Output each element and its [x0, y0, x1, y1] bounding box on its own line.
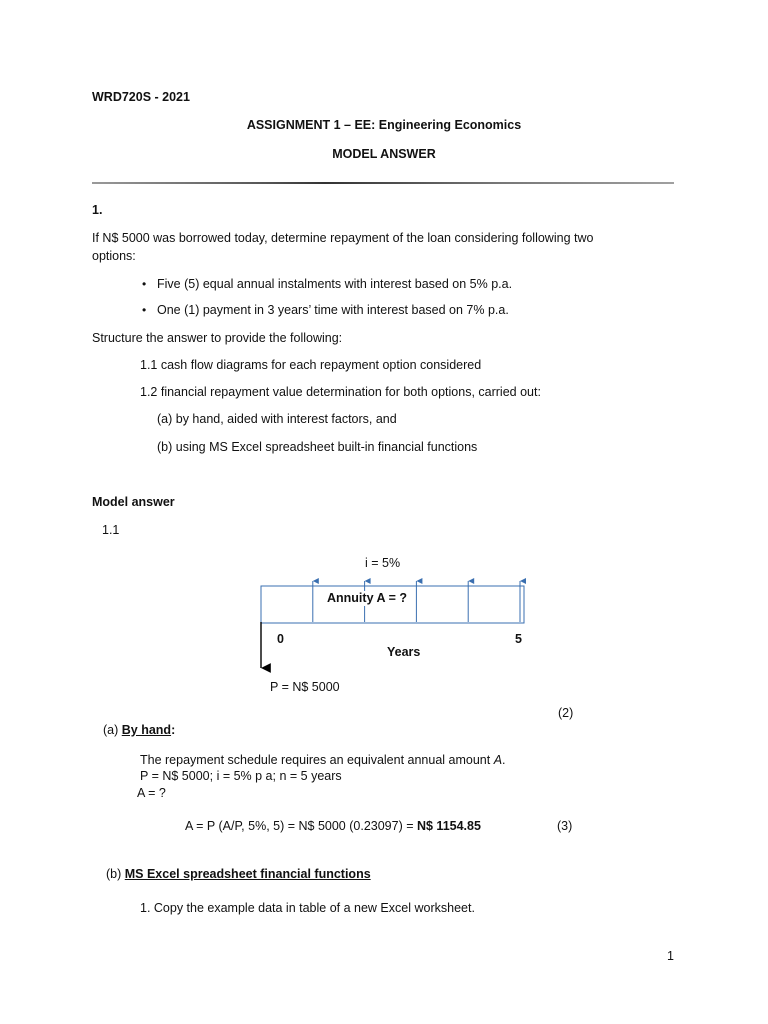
marks-formula: (3) — [557, 819, 573, 833]
by-hand-title: By hand — [121, 723, 172, 737]
item-1-2: 1.2 financial repayment value determination for both options, carried out: — [140, 385, 541, 399]
document-subtitle: MODEL ANSWER — [332, 147, 436, 161]
bullet-icon: • — [142, 303, 147, 317]
formula-result: N$ 1154.85 — [416, 819, 481, 833]
year-start-label: 0 — [277, 632, 284, 646]
option-item: One (1) payment in 3 years’ time with interest based on 7% p.a. — [157, 303, 509, 317]
page-number: 1 — [667, 949, 674, 963]
item-1-1: 1.1 cash flow diagrams for each repayment option considered — [140, 358, 482, 372]
excel-heading: (b) MS Excel spreadsheet financial functions — [106, 867, 371, 881]
sub-item-a: (a) by hand, aided with interest factors, and — [157, 412, 397, 426]
bullet-icon: • — [142, 277, 147, 291]
excel-title: MS Excel spreadsheet financial functions — [124, 867, 371, 881]
assignment-title: ASSIGNMENT 1 – EE: Engineering Economics — [246, 118, 522, 132]
interest-rate-label: i = 5% — [365, 556, 401, 570]
option-item: Five (5) equal annual instalments with interest based on 5% p.a. — [157, 277, 513, 291]
principal-label: P = N$ 5000 — [270, 680, 340, 694]
marks-diagram: (2) — [558, 706, 574, 720]
question-prompt-line2: options: — [92, 249, 136, 263]
year-end-label: 5 — [515, 632, 522, 646]
annuity-label: Annuity A = ? — [327, 591, 407, 605]
schedule-text: The repayment schedule requires an equivalent annual amount A. — [140, 753, 506, 767]
model-answer-heading: Model answer — [92, 495, 175, 509]
question-prompt-line1: If N$ 5000 was borrowed today, determine repayment of the loan considering following two — [92, 231, 594, 245]
years-axis-label: Years — [387, 645, 421, 659]
formula-text: A = P (A/P, 5%, 5) = N$ 5000 (0.23097) = N$ 1154.85 — [185, 819, 481, 833]
structure-intro: Structure the answer to provide the following: — [92, 331, 343, 345]
section-number: 1.1 — [102, 523, 120, 537]
sub-item-b: (b) using MS Excel spreadsheet built-in financial functions — [157, 440, 478, 454]
question-number: 1. — [92, 203, 103, 217]
by-hand-heading: (a) By hand: — [103, 723, 176, 737]
excel-step-1: 1. Copy the example data in table of a new Excel worksheet. — [140, 901, 475, 915]
givens-text: P = N$ 5000; i = 5% p a; n = 5 years — [140, 769, 342, 783]
unknown-text: A = ? — [137, 786, 166, 800]
course-code: WRD720S - 2021 — [92, 90, 190, 104]
